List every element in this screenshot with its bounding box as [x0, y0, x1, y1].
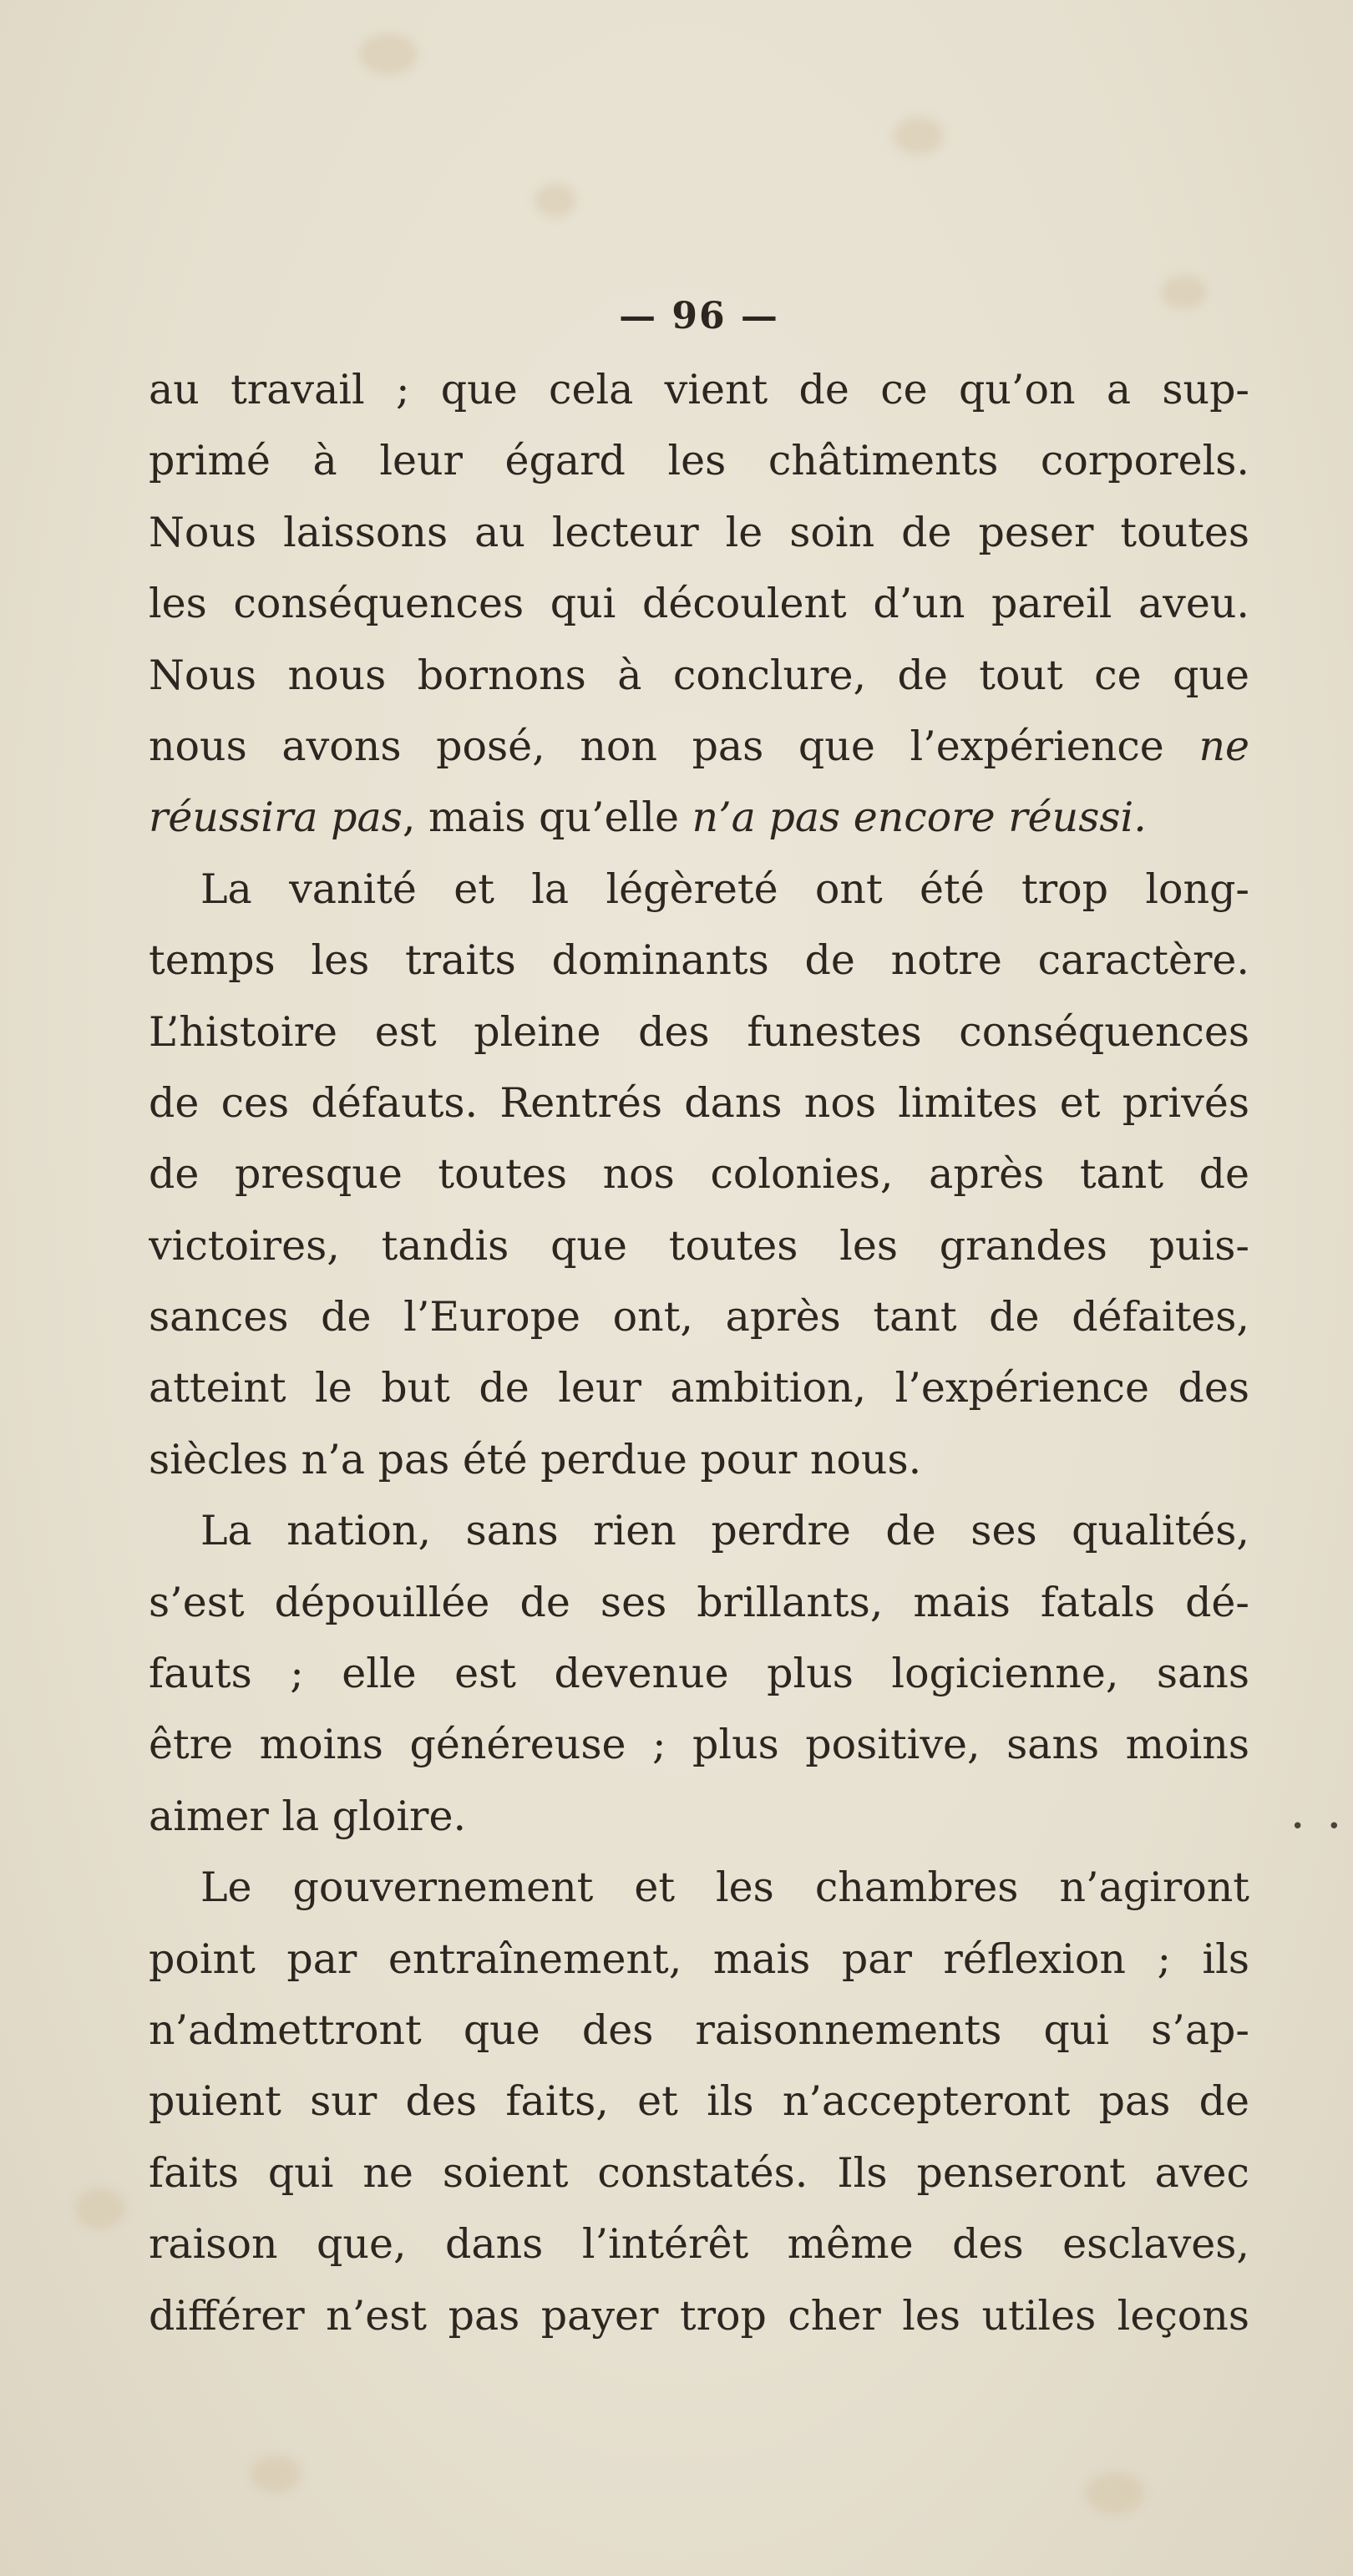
text-run: Nous nous bornons à conclure, de tout ce que	[149, 651, 1249, 699]
text-run: victoires, tandis que toutes les grandes puis-	[149, 1221, 1249, 1270]
text-line	[149, 1352, 1249, 1423]
text-line	[149, 1424, 1249, 1495]
italic-text: n’a pas encore réussi.	[692, 794, 1147, 842]
text-line	[149, 854, 1249, 925]
text-line	[149, 1281, 1249, 1352]
text-run: faits qui ne soient constatés. Ils penseront avec	[149, 2148, 1249, 2197]
paper-stain	[1086, 2472, 1144, 2514]
text-line	[149, 1995, 1249, 2066]
text-run: sances de l’Europe ont, après tant de défaites,	[149, 1293, 1249, 1341]
text-run: puient sur des faits, et ils n’accepteront pas de	[149, 2077, 1249, 2126]
text-run: Nous laissons au lecteur le soin de peser toutes	[149, 508, 1249, 556]
text-run: les conséquences qui découlent d’un pareil aveu.	[149, 580, 1249, 628]
paper-stain	[75, 2188, 125, 2229]
paper-stain	[251, 2456, 301, 2492]
text-run: L’histoire est pleine des funestes conséquences	[149, 1007, 1249, 1056]
margin-mark: • •	[1291, 1814, 1349, 1839]
text-line	[149, 1852, 1249, 1923]
text-run: de ces défauts. Rentrés dans nos limites et privés	[149, 1078, 1249, 1127]
text-line	[149, 2208, 1249, 2279]
page-number: — 96 —	[619, 295, 779, 337]
text-run: être moins généreuse ; plus positive, sans moins	[149, 1721, 1249, 1769]
text-line	[149, 1638, 1249, 1709]
text-run: siècles n’a pas été perdue pour nous.	[149, 1435, 922, 1483]
text-run: atteint le but de leur ambition, l’expérience des	[149, 1364, 1249, 1412]
text-line	[149, 425, 1249, 496]
text-line	[149, 1495, 1249, 1566]
text-run: raison que, dans l’intérêt même des esclaves,	[149, 2220, 1249, 2269]
italic-text: ne	[1198, 722, 1249, 770]
text-line	[149, 1709, 1249, 1780]
text-line	[149, 711, 1249, 782]
text-line	[149, 782, 1249, 853]
text-line	[149, 1567, 1249, 1638]
text-line	[149, 1210, 1249, 1281]
text-run: différer n’est pas payer trop cher les utiles leçons	[149, 2291, 1249, 2340]
text-line	[149, 354, 1249, 425]
text-run: La vanité et la légèreté ont été trop long-	[200, 865, 1249, 913]
paper-stain	[894, 117, 944, 155]
text-line	[149, 1067, 1249, 1138]
text-run: La nation, sans rien perdre de ses qualités,	[200, 1507, 1249, 1555]
text-run: primé à leur égard les châtiments corporels.	[149, 437, 1249, 485]
text-line	[149, 640, 1249, 711]
text-run: s’est dépouillée de ses brillants, mais fatals dé-	[149, 1578, 1249, 1626]
text-run: de presque toutes nos colonies, après tant de	[149, 1150, 1249, 1199]
text-line	[149, 996, 1249, 1067]
text-line	[149, 1138, 1249, 1209]
italic-text: réussira pas	[149, 794, 403, 842]
text-line	[149, 2137, 1249, 2208]
text-line	[149, 568, 1249, 639]
paper-stain	[359, 33, 418, 75]
text-line	[149, 2066, 1249, 2137]
text-run: n’admettront que des raisonnements qui s’ap-	[149, 2006, 1249, 2054]
text-line	[149, 497, 1249, 568]
text-run: Le gouvernement et les chambres n’agiront	[200, 1864, 1249, 1912]
paper-stain	[535, 184, 576, 217]
text-line	[149, 925, 1249, 996]
text-run: aimer la gloire.	[149, 1792, 467, 1840]
text-run: temps les traits dominants de notre caractère.	[149, 936, 1249, 985]
text-run: au travail ; que cela vient de ce qu’on a sup-	[149, 366, 1249, 413]
text-line	[149, 2280, 1249, 2351]
text-run: point par entraînement, mais par réflexion ; ils	[149, 1935, 1249, 1983]
text-line	[149, 1781, 1249, 1852]
text-line	[149, 1924, 1249, 1995]
text-run: fauts ; elle est devenue plus logicienne, sans	[149, 1650, 1249, 1698]
page-text	[149, 287, 1249, 2351]
text-run: nous avons posé, non pas que l’expérience	[149, 722, 1199, 770]
text-lines	[149, 354, 1249, 2351]
text-run: , mais qu’elle	[402, 794, 692, 842]
